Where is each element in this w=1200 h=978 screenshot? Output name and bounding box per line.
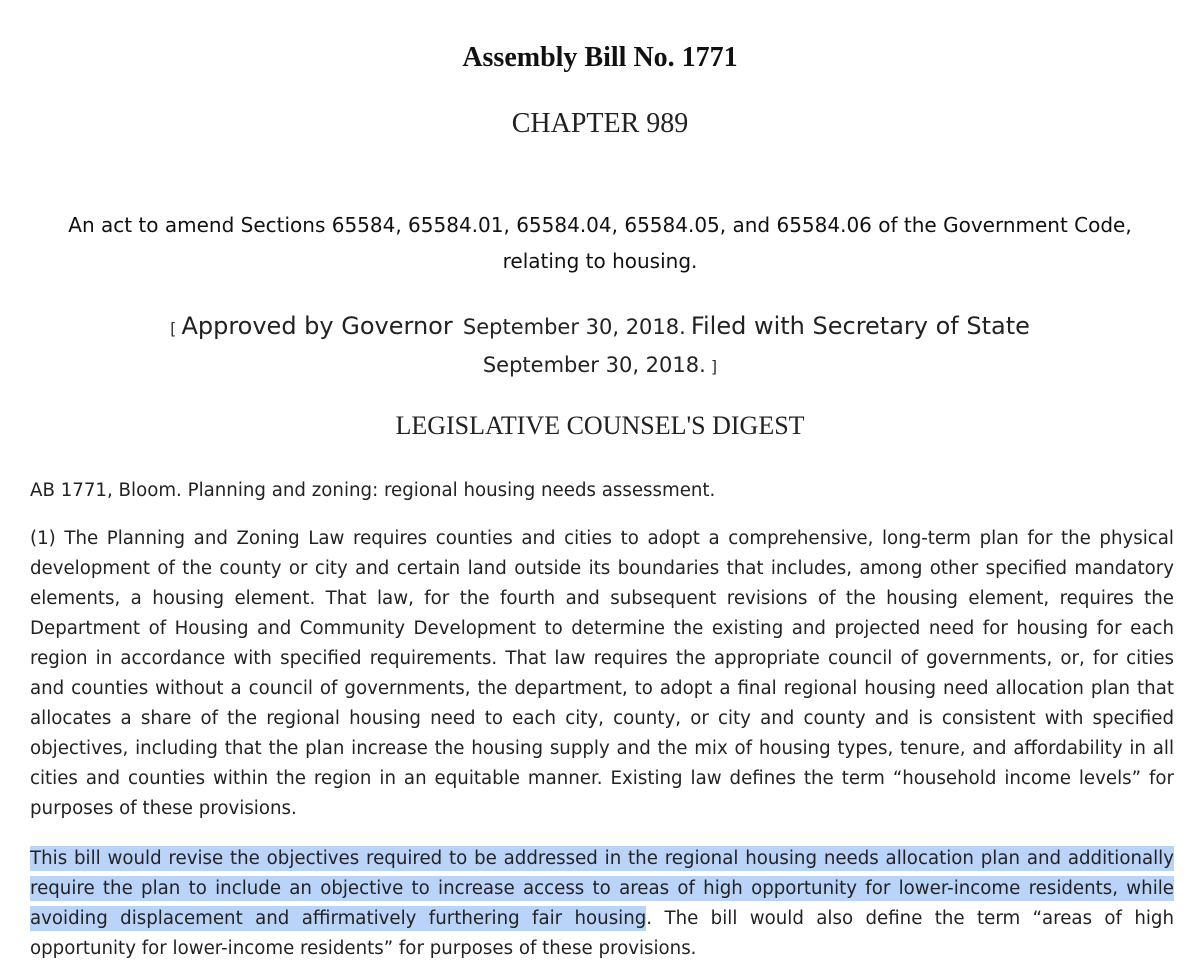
bill-title: Assembly Bill No. 1771: [462, 42, 738, 73]
chapter-number: CHAPTER 989: [511, 108, 689, 139]
approved-date: September 30, 2018.: [462, 315, 686, 339]
selected-text-highlight[interactable]: This bill would revise the objectives required to be addressed in the regional housing needs allocation plan and additionally require the plan to include an objective to increase access to areas of high opportunity for lower-income residents, while avoiding displacement and affirmatively furthering fair housing: [30, 848, 1174, 929]
digest-intro: AB 1771, Bloom. Planning and zoning: regional housing needs assessment.: [30, 480, 716, 501]
filed-label: Filed with Secretary of State: [690, 312, 1030, 340]
filed-date: September 30, 2018.: [482, 353, 706, 377]
paragraph-2-remainder: . The bill would also define the term “areas of high opportunity for lower-income residents” for purposes of these provisions.: [30, 908, 1175, 959]
digest-paragraph-1: (1) The Planning and Zoning Law requires counties and cities to adopt a comprehensive, long-term plan for the physical development of the county or city and certain land outside its boundaries that includes, among other specified mandatory elements, a housing element. That law, for the fourth and subsequent revisions of the housing element, requires the Department of Housing and Community Development to determine the existing and projected need for housing for each region in accordance with specified requirements. That law requires the appropriate council of governments, or, for cities and counties without a council of governments, the department, to adopt a final regional housing need allocation plan that allocates a share of the regional housing need to each city, county, or city and county and is consistent with specified objectives, including that the plan increase the housing supply and the mix of housing types, tenure, and affordability in all cities and counties within the region in an equitable manner. Existing law defines the term “household income levels” for purposes of these provisions.: [30, 528, 1174, 819]
open-bracket: [: [170, 319, 177, 338]
approval-statement: [40, 308, 1160, 385]
close-bracket: ]: [710, 357, 718, 376]
digest-paragraph-2[interactable]: [30, 844, 1174, 964]
approved-label: Approved by Governor: [181, 312, 453, 340]
act-description: An act to amend Sections 65584, 65584.01, 65584.04, 65584.05, and 65584.06 of the Government Code, relating to housing.: [68, 213, 1132, 273]
digest-heading: LEGISLATIVE COUNSEL'S DIGEST: [395, 411, 805, 440]
